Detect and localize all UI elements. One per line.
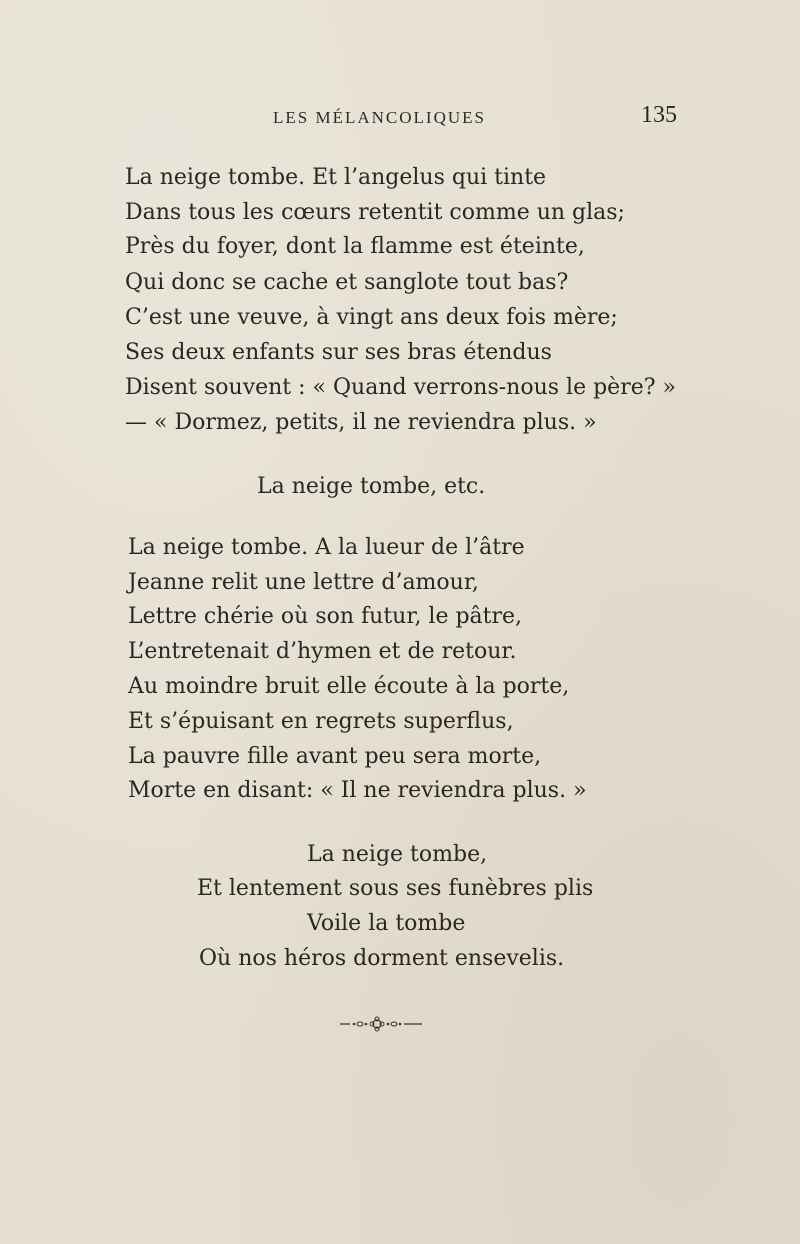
stanza-2-line-4: L’entretenait d’hymen et de retour. — [128, 639, 517, 664]
stanza-2-line-8: Morte en disant: « Il ne reviendra plus. » — [128, 778, 587, 803]
floral-ornament-icon — [340, 1014, 430, 1034]
stanza-2-line-5: Au moindre bruit elle écoute à la porte, — [128, 674, 570, 699]
stanza-2-line-2: Jeanne relit une lettre d’amour, — [128, 570, 479, 595]
stanza-1-line-1: La neige tombe. Et l’angelus qui tinte — [125, 165, 547, 190]
running-head — [0, 104, 800, 134]
stanza-2-line-3: Lettre chérie où son futur, le pâtre, — [128, 604, 523, 629]
final-refrain-line-2: Et lentement sous ses funèbres plis — [197, 876, 594, 901]
stanza-1-line-7: Disent souvent : « Quand verrons-nous le père? » — [125, 375, 676, 400]
final-refrain-line-3: Voile la tombe — [307, 911, 466, 936]
stanza-1-line-8: — « Dormez, petits, il ne reviendra plus. » — [125, 410, 597, 435]
stanza-1-line-6: Ses deux enfants sur ses bras étendus — [125, 340, 552, 365]
page-number: 135 — [641, 102, 677, 128]
stanza-1-line-2: Dans tous les cœurs retentit comme un glas; — [125, 200, 625, 225]
final-refrain-line-4: Où nos héros dorment ensevelis. — [199, 946, 565, 971]
final-refrain-line-1: La neige tombe, — [307, 842, 488, 867]
stanza-2-line-1: La neige tombe. A la lueur de l’âtre — [128, 535, 525, 560]
stanza-2-line-7: La pauvre fille avant peu sera morte, — [128, 744, 542, 769]
stanza-1-line-3: Près du foyer, dont la flamme est éteinte, — [125, 234, 585, 259]
stanza-1-line-4: Qui donc se cache et sanglote tout bas? — [125, 270, 569, 295]
stanza-2-line-6: Et s’épuisant en regrets superflus, — [128, 709, 514, 734]
refrain-short: La neige tombe, etc. — [257, 474, 486, 499]
running-title: LES MÉLANCOLIQUES — [273, 108, 486, 127]
stanza-1-line-5: C’est une veuve, à vingt ans deux fois mère; — [125, 305, 618, 330]
